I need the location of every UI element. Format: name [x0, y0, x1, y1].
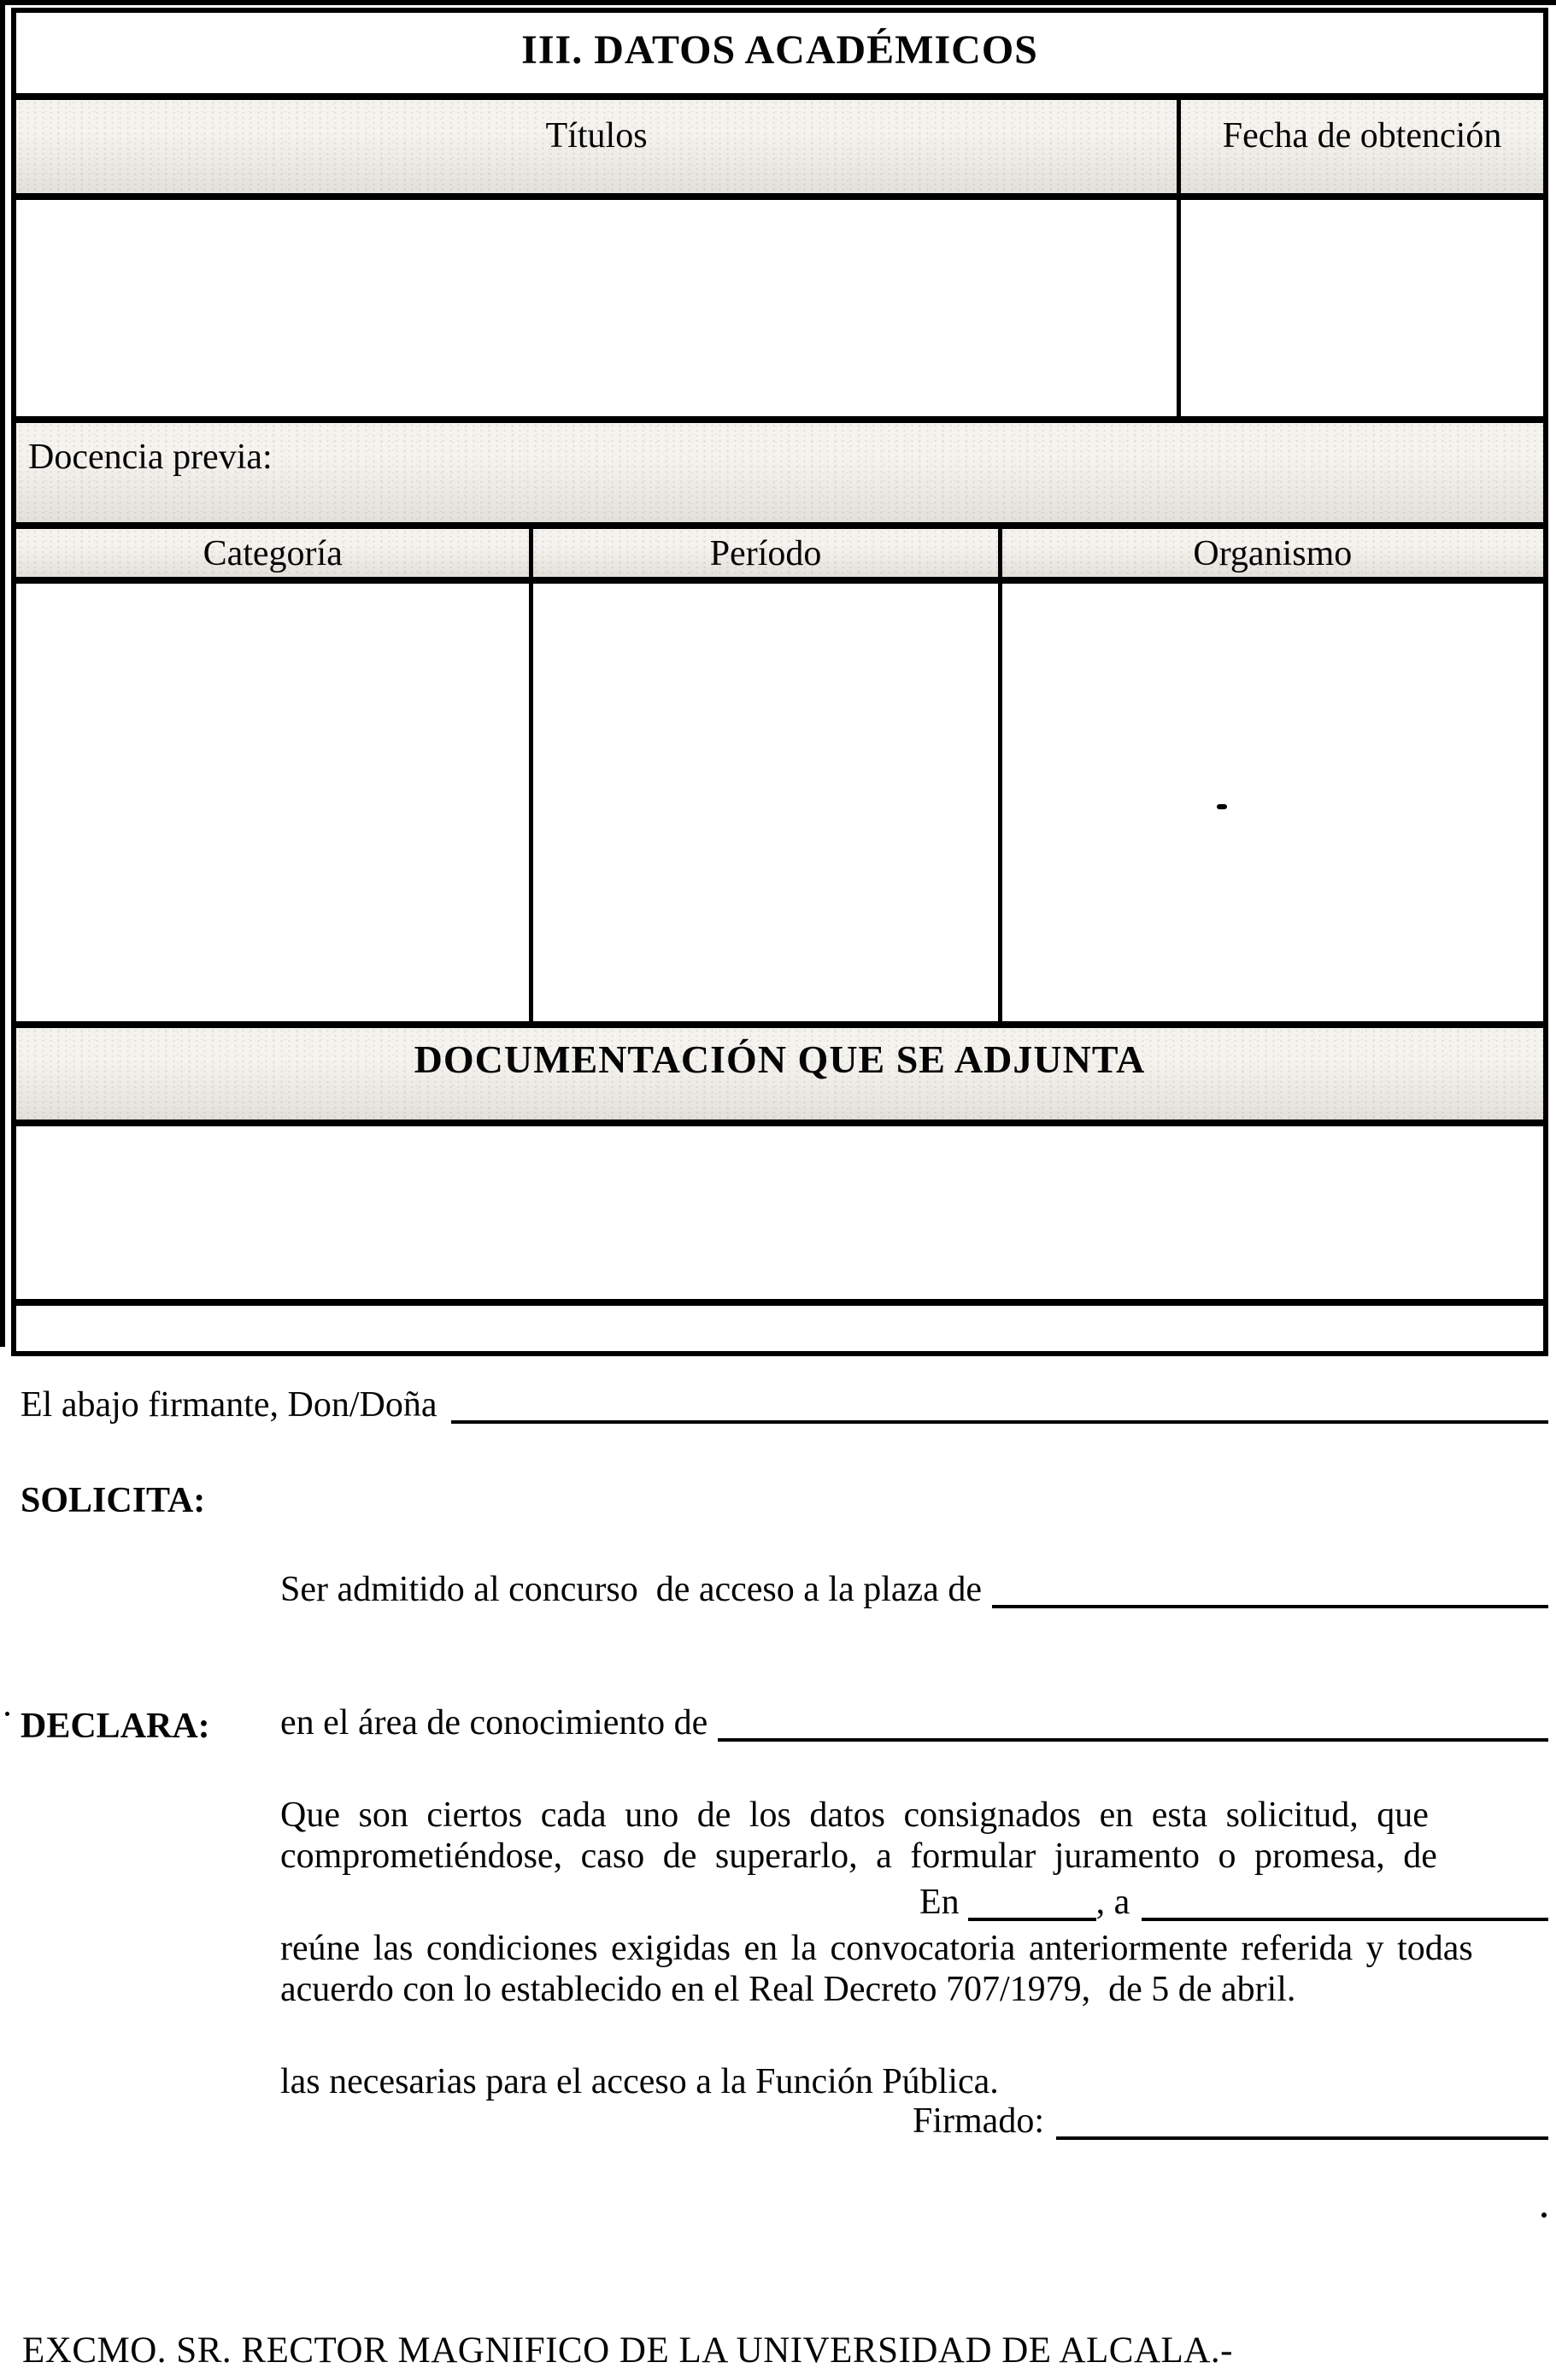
place-blank-field[interactable]	[968, 1918, 1096, 1921]
section-title: III. DATOS ACADÉMICOS	[521, 27, 1038, 73]
documentacion-header-row	[16, 1028, 1543, 1126]
solicita-label: SOLICITA:	[21, 1481, 206, 1520]
docencia-header-row	[16, 529, 1543, 584]
declara-line-1	[280, 1793, 1548, 1837]
periodo-column-header: Período	[529, 529, 997, 577]
solicita-line-3-text: comprometiéndose, caso de superarlo, a formular juramento o promesa, de	[280, 1836, 1437, 1876]
organismo-entry-cell[interactable]	[998, 584, 1543, 1021]
fecha-obtencion-entry-cell[interactable]	[1177, 200, 1543, 416]
titulos-entry-row	[16, 200, 1543, 423]
categoria-entry-cell[interactable]	[16, 584, 529, 1021]
organismo-column-header: Organismo	[998, 529, 1543, 577]
date-a-label: , a	[1095, 1883, 1130, 1922]
scan-speck-organismo	[1217, 804, 1227, 809]
firmante-line	[21, 1383, 1548, 1427]
titulos-header-row	[16, 100, 1543, 200]
fecha-obtencion-column-header: Fecha de obtención	[1177, 100, 1543, 193]
categoria-column-header: Categoría	[203, 534, 343, 573]
declara-label: DECLARA:	[21, 1707, 210, 1746]
declara-line-2-text: reúne las condiciones exigidas en la convocatoria anteriormente referida y todas	[280, 1929, 1473, 1968]
en-label: En	[919, 1883, 960, 1922]
titulos-entry-cell[interactable]	[16, 200, 1177, 416]
section-title-row	[16, 13, 1543, 100]
docencia-previa-label: Docencia previa:	[28, 438, 273, 477]
rector-addressee-footer: EXCMO. SR. RECTOR MAGNIFICO DE LA UNIVERSIDAD DE ALCALA.-	[22, 2330, 1233, 2371]
scan-speck-left-margin	[5, 1712, 9, 1716]
firmante-prefix: El abajo firmante, Don/Doña	[21, 1385, 437, 1425]
titulos-column-header: Títulos	[545, 116, 648, 156]
solicita-line-4-text: acuerdo con lo establecido en el Real Decreto 707/1979, de 5 de abril.	[280, 1970, 1296, 2009]
docencia-previa-row	[16, 423, 1543, 529]
documentacion-entry-area[interactable]	[16, 1126, 1543, 1306]
scan-left-border	[0, 0, 5, 1347]
declara-line-3	[280, 2060, 1548, 2104]
documentacion-extra-row[interactable]	[16, 1306, 1543, 1351]
declara-line-2	[280, 1926, 1548, 1971]
date-blank-field[interactable]	[1142, 1918, 1548, 1921]
firmante-name-blank-field[interactable]	[451, 1420, 1548, 1424]
solicita-line-2-text: en el área de conocimiento de	[280, 1703, 708, 1742]
solicita-line-1-text: Ser admitido al concurso de acceso a la plaza de	[280, 1570, 982, 1609]
periodo-entry-cell[interactable]	[529, 584, 997, 1021]
solicita-line-1	[280, 1567, 1548, 1612]
scan-top-border	[0, 0, 1556, 5]
place-date-line	[919, 1880, 1548, 1925]
documentacion-header: DOCUMENTACIÓN QUE SE ADJUNTA	[414, 1037, 1146, 1081]
signature-blank-field[interactable]	[1056, 2136, 1548, 2140]
firmado-line	[913, 2099, 1548, 2143]
scan-speck-right-margin	[1541, 2213, 1547, 2218]
docencia-entry-row	[16, 584, 1543, 1028]
datos-academicos-table	[11, 8, 1548, 1356]
firmado-label: Firmado:	[913, 2101, 1044, 2141]
plaza-blank-field[interactable]	[992, 1605, 1548, 1608]
declara-line-3-text: las necesarias para el acceso a la Función Pública.	[280, 2062, 999, 2101]
declara-line-1-text: Que son ciertos cada uno de los datos consignados en esta solicitud, que	[280, 1795, 1429, 1835]
